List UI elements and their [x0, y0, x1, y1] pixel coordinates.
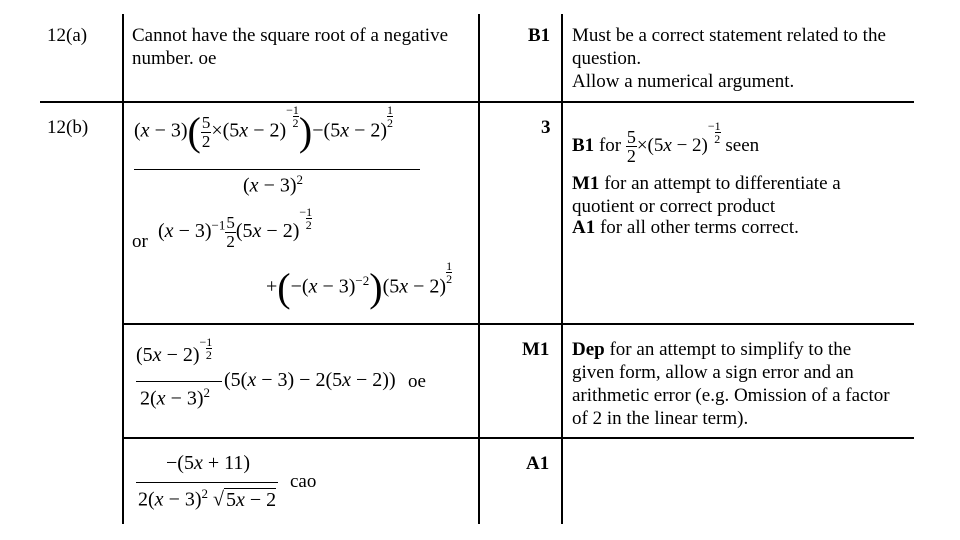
guidance-12a-line1: Must be a correct statement related to the	[572, 25, 886, 46]
final-fraction-bar	[136, 482, 278, 483]
mark-a1-final: A1	[526, 453, 550, 474]
row-divider-2	[122, 323, 914, 325]
guidance-12a-line3: Allow a numerical argument.	[572, 71, 795, 92]
or-word: or	[132, 231, 148, 252]
product-term-2: $+(-(x - 3)^{-2})(5x - 2)$ $\frac{1}{2}$	[266, 259, 453, 310]
mark-m1-dep: M1	[522, 339, 550, 360]
mark-12b: 3	[541, 117, 551, 138]
guidance-a1	[572, 216, 799, 239]
answer-12a-line2: number. oe	[132, 48, 217, 69]
row-divider-1	[40, 101, 914, 103]
quotient-numerator: (x − 3)( $\frac{5}{2}$ ×(5x − 2)−1 2)−(5x − 2) $\frac{1}{2}$	[134, 103, 394, 154]
quotient-denominator: $(x - 3)^2$	[243, 172, 304, 197]
col-divider-2	[478, 14, 480, 524]
guidance-dep-line3: arithmetic error (e.g. Omission of a factor	[572, 385, 890, 406]
b1-tag: B1	[572, 134, 595, 156]
product-term-1: $(x - 3)^{-1}$ $\frac{5}{2}$ (5x − 2)−1 2	[158, 205, 313, 251]
guidance-dep-line1	[572, 338, 851, 361]
final-denominator: $2(x - 3)^2$ √ 5x − 2	[138, 486, 277, 511]
col-divider-3	[561, 14, 563, 524]
simplify-bracket: (5(x − 3) − 2(5x − 2))	[224, 369, 396, 391]
simplify-oe: oe	[408, 371, 426, 392]
a1-tag: A1	[572, 217, 596, 238]
dep-text: for an attempt to simplify to the	[609, 339, 852, 360]
b1-seen: seen	[725, 134, 760, 156]
final-cao: cao	[290, 471, 317, 492]
guidance-dep-line4: of 2 in the linear term).	[572, 408, 749, 429]
simplify-fraction-bar	[136, 381, 222, 382]
simplify-numerator: (5x − 2)−1 2	[136, 335, 213, 366]
m1-text: for an attempt to differentiate a	[604, 173, 841, 194]
answer-12a-line1: Cannot have the square root of a negative	[132, 25, 449, 46]
dep-tag: Dep	[572, 339, 605, 360]
col-divider-1	[122, 14, 124, 524]
guidance-b1: B1 for $\frac{5}{2}$ ×(5x − 2)−1 2 seen	[572, 119, 760, 166]
m1-tag: M1	[572, 173, 600, 194]
quotient-fraction-bar	[134, 169, 420, 170]
question-label-12a: 12(a)	[47, 25, 88, 46]
b1-for: for	[598, 134, 622, 156]
guidance-m1-line1	[572, 172, 841, 195]
guidance-12a-line2: question.	[572, 48, 642, 69]
question-label-12b: 12(b)	[47, 117, 89, 138]
mark-12a: B1	[528, 25, 551, 46]
a1-text: for all other terms correct.	[599, 217, 799, 238]
simplify-denominator: $2(x - 3)^2$	[140, 385, 211, 410]
row-divider-3	[122, 437, 914, 439]
guidance-dep-line2: given form, allow a sign error and an	[572, 362, 854, 383]
guidance-m1-line2: quotient or correct product	[572, 196, 776, 217]
final-numerator: −(5x + 11)	[166, 452, 251, 474]
